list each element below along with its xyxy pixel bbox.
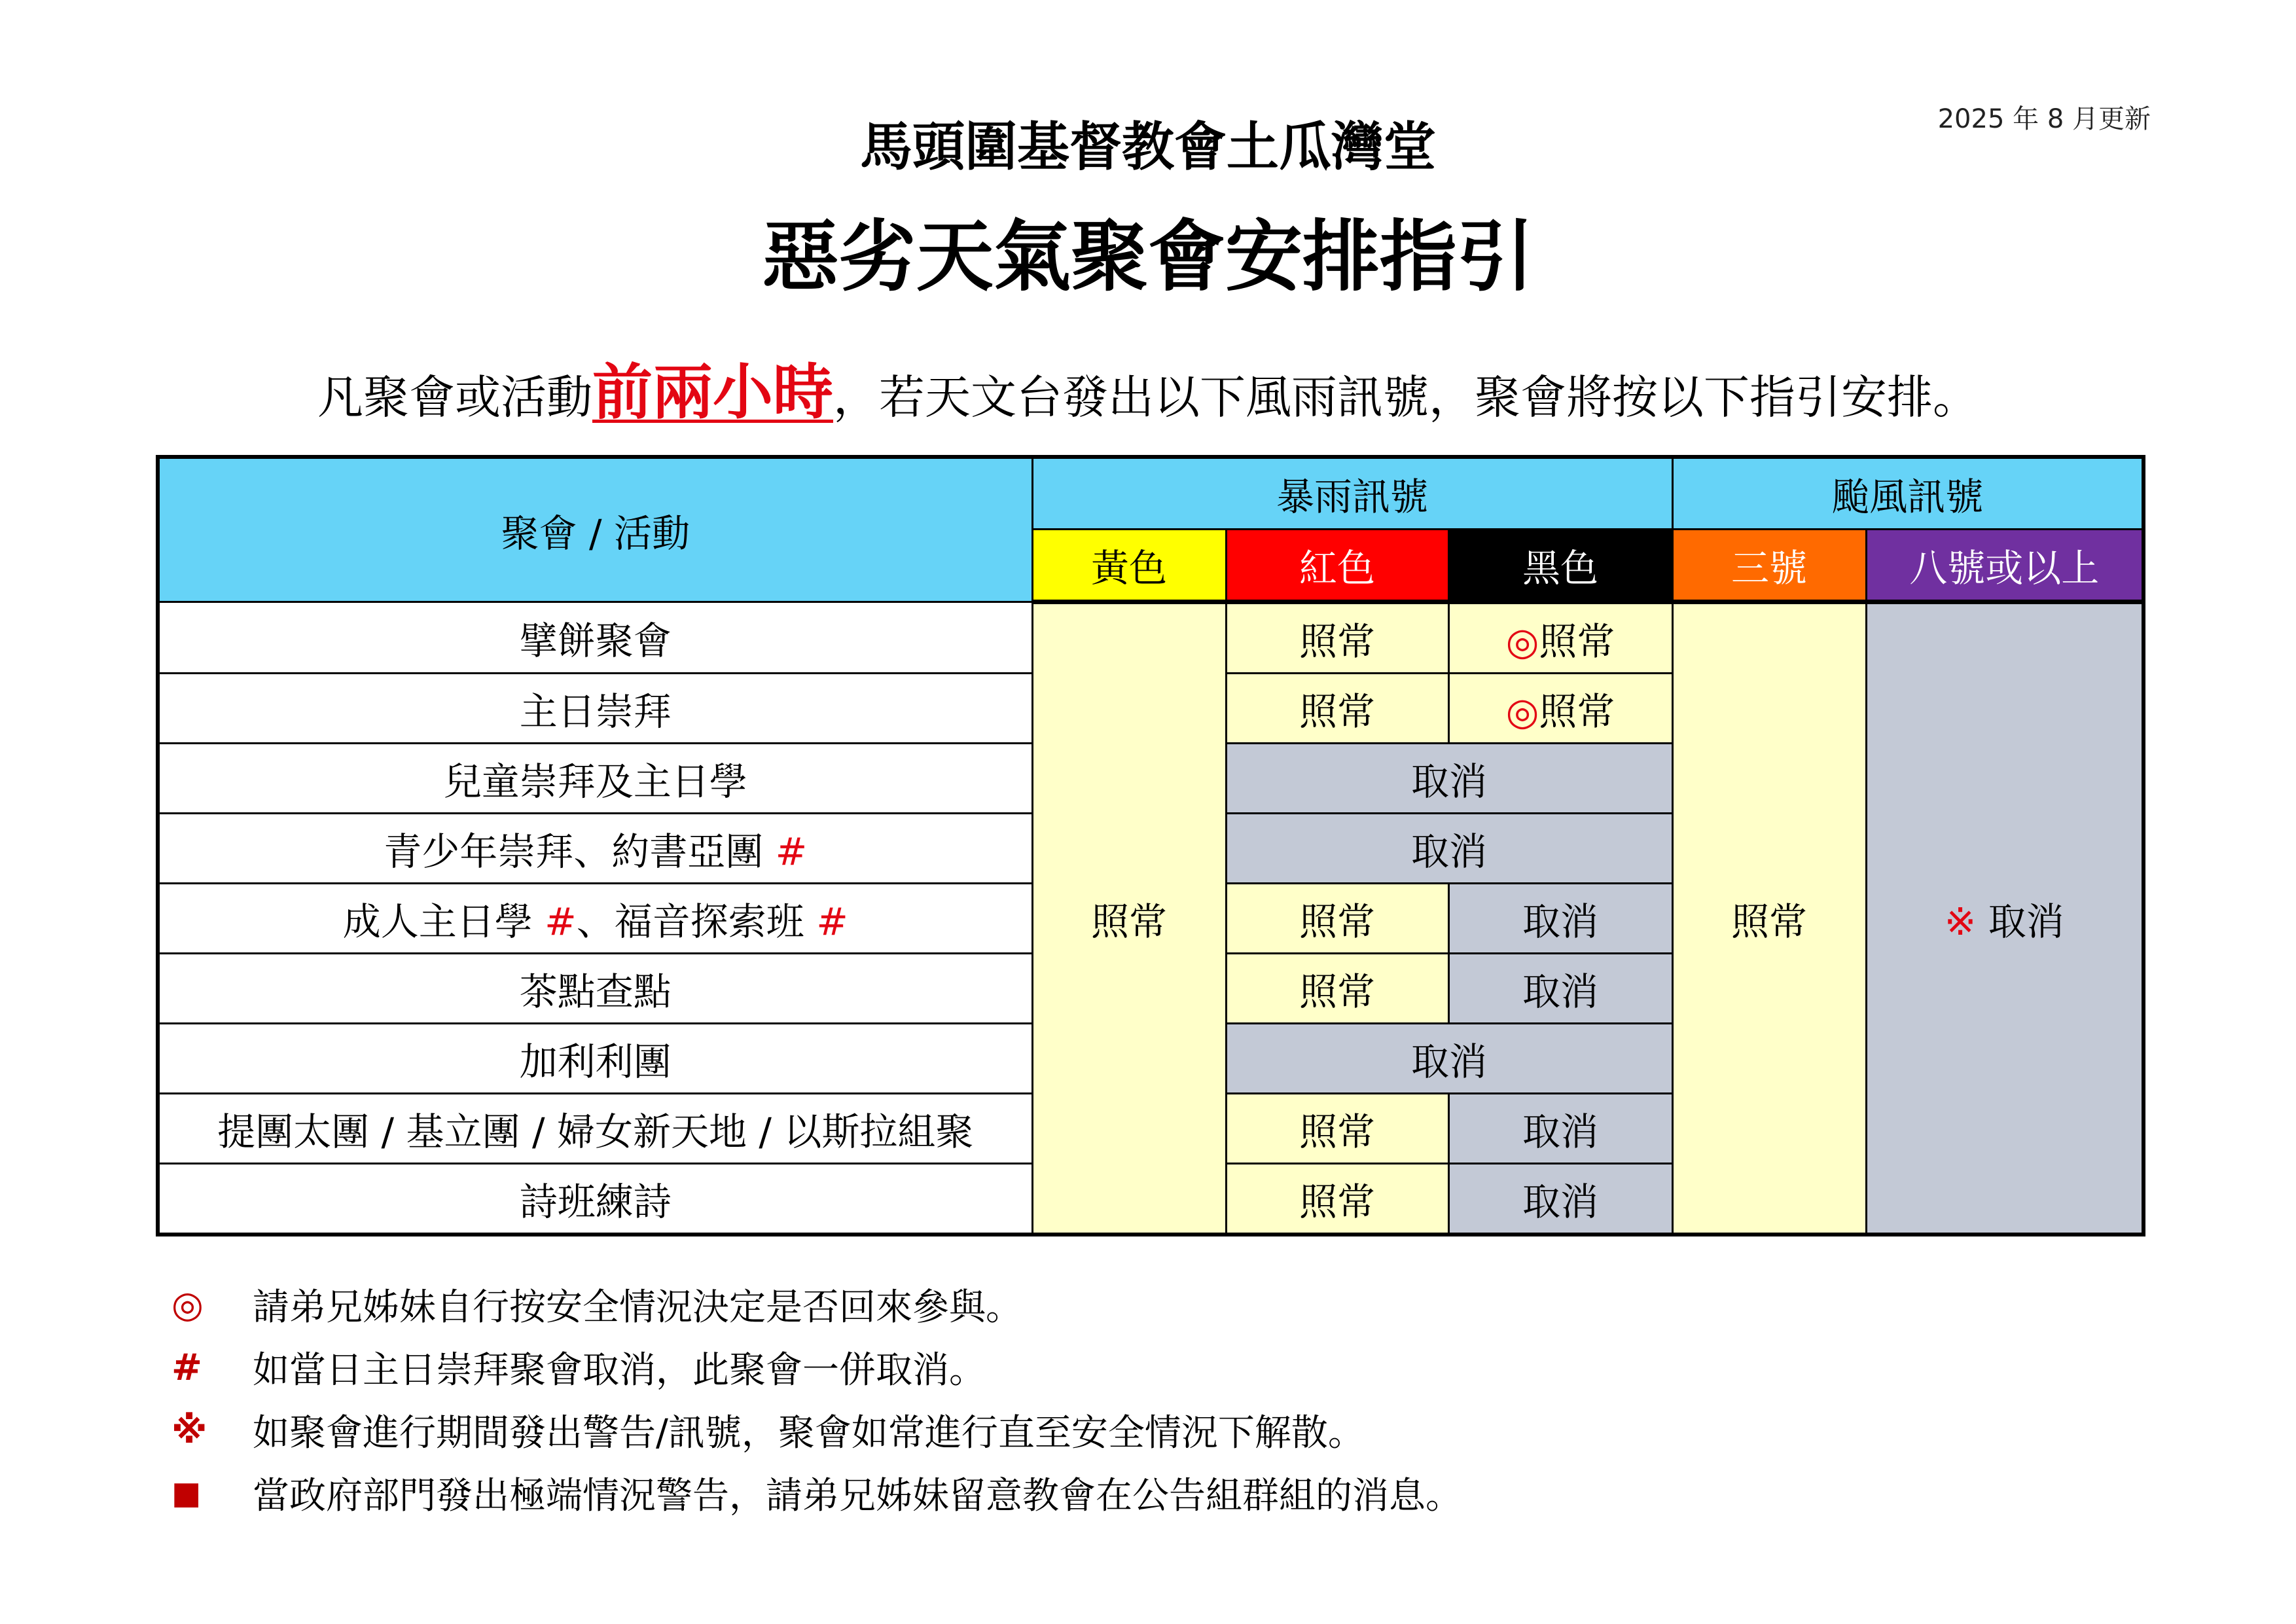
header-typhoon-8: 八號或以上 [1866,530,2144,602]
list-item [171,1336,1462,1399]
hash-mark: # [816,899,848,944]
typhoon-3-status: 照常 [1672,602,1866,1235]
header-black-rainstorm: 黑色 [1448,530,1672,602]
note-text: 請弟兄姊妹自行按安全情況決定是否回來參與。 [253,1286,1022,1329]
square-bullet-icon: ■ [171,1475,202,1511]
red-status: 照常 [1226,1094,1448,1164]
typhoon-8-status [1866,602,2144,1235]
black-status-text: 照常 [1539,689,1615,734]
red-black-status: 取消 [1226,744,1672,814]
note-text: 如當日主日崇拜聚會取消，此聚會一併取消。 [253,1349,986,1392]
red-status: 照常 [1226,1164,1448,1235]
update-date: 2025 年 8 月更新 [1937,104,2151,134]
note-text: 如聚會進行期間發出警告/訊號，聚會如常進行直至安全情況下解散。 [253,1412,1365,1454]
header-yellow-rainstorm: 黃色 [1032,530,1226,602]
activity-name-text: 成人主日學 [342,899,533,944]
header-typhoon-signal: 颱風訊號 [1672,457,2144,530]
red-black-status: 取消 [1226,1024,1672,1094]
black-status: 取消 [1448,1094,1672,1164]
page-title: 惡劣天氣聚會安排指引 [761,211,1534,302]
black-status [1448,602,1672,674]
hash-mark: # [171,1346,202,1389]
list-item [171,1273,1462,1336]
yellow-status: 照常 [1032,602,1226,1235]
activity-name [158,814,1032,884]
activity-name: 擘餅聚會 [158,602,1032,674]
black-status: 取消 [1448,884,1672,954]
hash-mark: # [775,829,808,874]
red-black-status: 取消 [1226,814,1672,884]
red-status: 照常 [1226,674,1448,744]
self-decide-mark: ◎ [1505,619,1539,664]
red-status: 照常 [1226,602,1448,674]
weather-arrangement-table [156,455,2145,1236]
intro-emphasis: 前兩小時 [592,357,833,427]
activity-name: 加利利團 [158,1024,1032,1094]
black-status [1448,674,1672,744]
reference-mark: ※ [171,1409,207,1452]
church-name: 馬頭圍基督教會土瓜灣堂 [860,117,1436,177]
activity-name: 兒童崇拜及主日學 [158,744,1032,814]
header-typhoon-3: 三號 [1672,530,1866,602]
black-status-text: 照常 [1539,619,1615,664]
red-status: 照常 [1226,954,1448,1024]
intro-text [0,357,2296,430]
intro-after: ，若天文台發出以下風雨訊號，聚會將按以下指引安排。 [833,370,1979,424]
header-red-rainstorm: 紅色 [1226,530,1448,602]
activity-name-text: 、福音探索班 [576,899,804,944]
activity-name: 詩班練詩 [158,1164,1032,1235]
header-activity: 聚會 / 活動 [158,457,1032,602]
activity-name-text: 青少年崇拜、約書亞團 [384,829,764,874]
activity-name [158,884,1032,954]
list-item [171,1399,1462,1462]
activity-name: 主日崇拜 [158,674,1032,744]
intro-before: 凡聚會或活動 [317,370,592,424]
activity-name: 提團太團 / 基立團 / 婦女新天地 / 以斯拉組聚 [158,1094,1032,1164]
self-decide-mark: ◎ [1505,689,1539,734]
red-status: 照常 [1226,884,1448,954]
typhoon-8-status-text: 取消 [1988,899,2064,944]
self-decide-mark: ◎ [171,1283,204,1326]
header-rain-signal: 暴雨訊號 [1032,457,1672,530]
black-status: 取消 [1448,1164,1672,1235]
activity-name: 茶點查點 [158,954,1032,1024]
reference-mark: ※ [1944,899,1977,944]
note-text: 當政府部門發出極端情況警告，請弟兄姊妹留意教會在公告組群組的消息。 [253,1475,1462,1517]
notes-list [171,1273,1462,1525]
hash-mark: # [545,899,577,944]
table-row [158,602,2144,674]
black-status: 取消 [1448,954,1672,1024]
list-item [171,1462,1462,1525]
